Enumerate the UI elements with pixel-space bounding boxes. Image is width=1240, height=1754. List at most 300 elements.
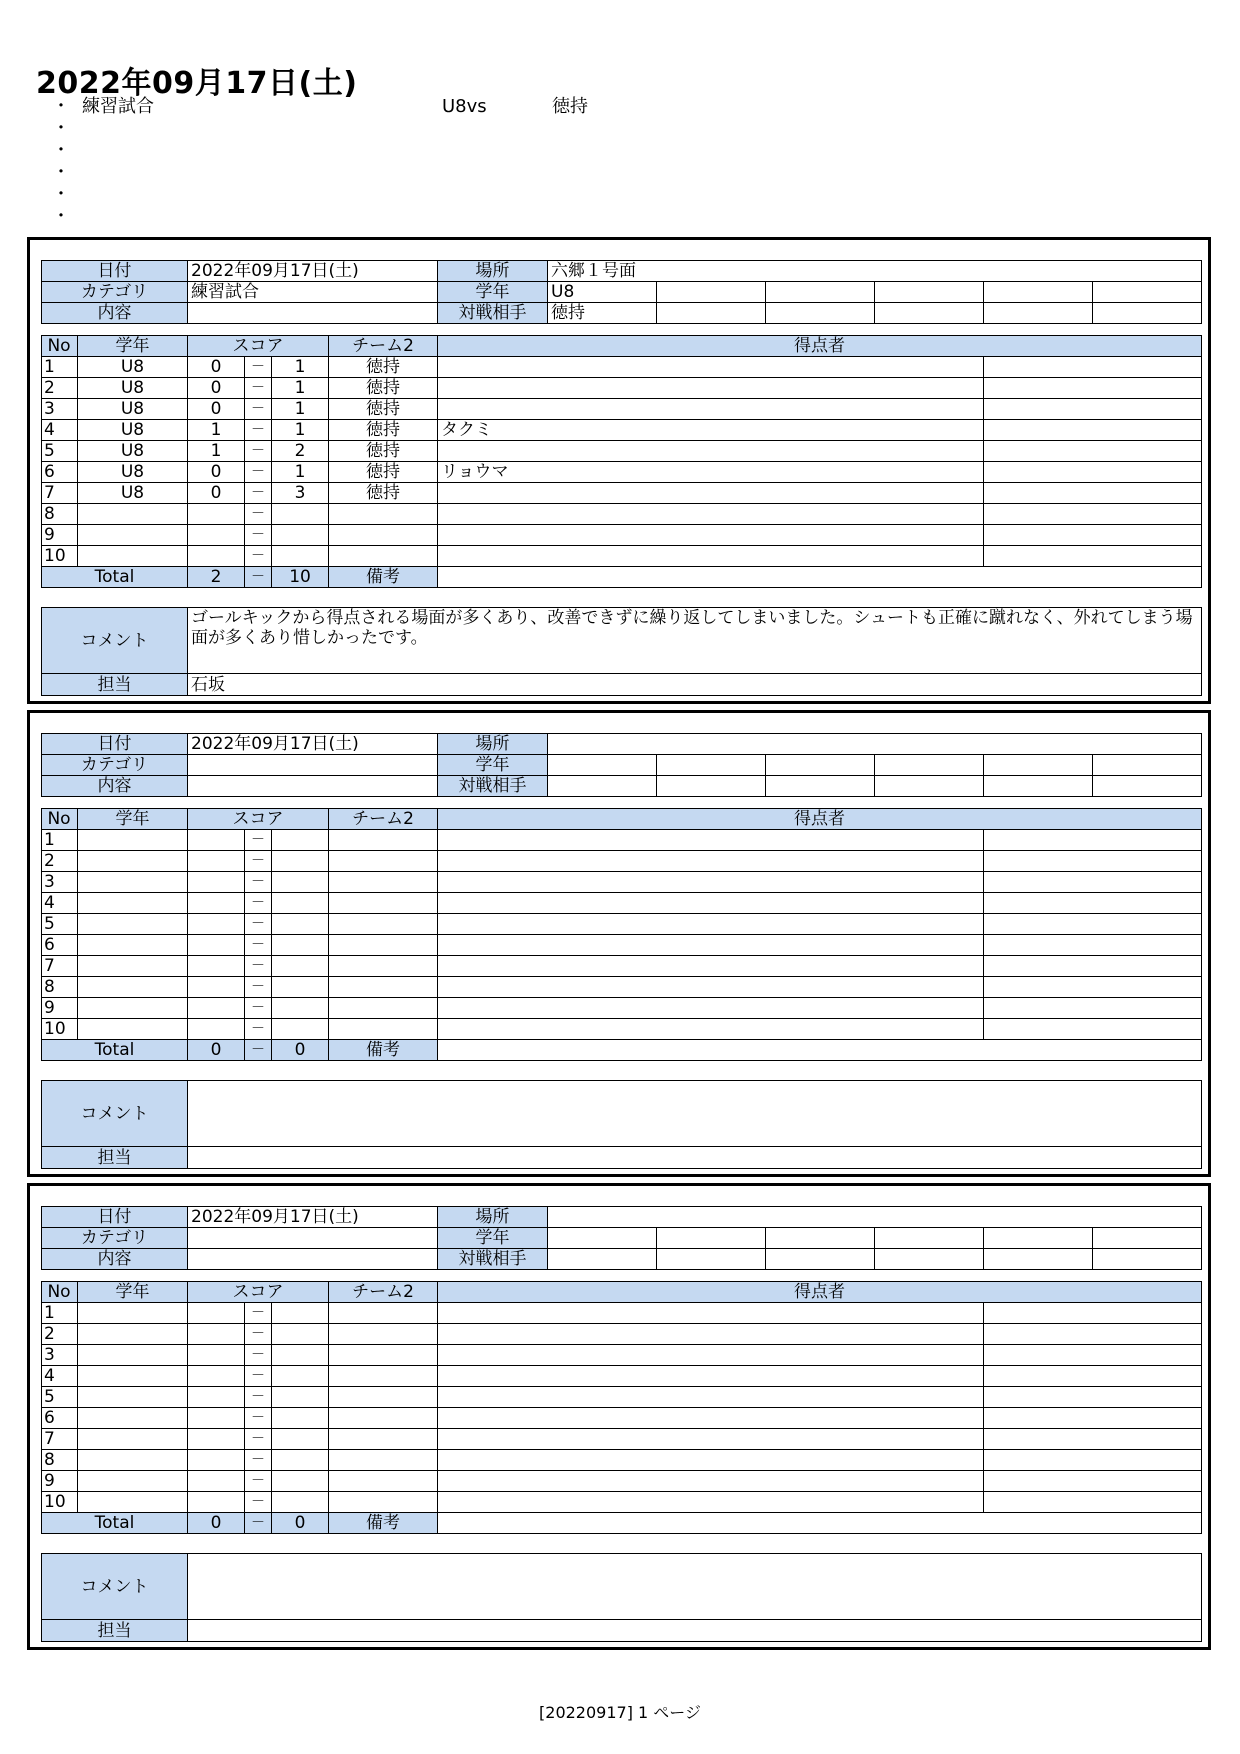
row-scorer xyxy=(438,998,984,1019)
row-scorer xyxy=(438,935,984,956)
row-scorer xyxy=(438,872,984,893)
table-row xyxy=(42,525,1202,546)
row-score-own xyxy=(188,851,245,872)
summary-line xyxy=(52,140,752,162)
row-grade: U8 xyxy=(78,441,188,462)
match-report-block xyxy=(27,710,1211,1177)
row-no: 7 xyxy=(42,483,78,504)
grade-extra-cell xyxy=(875,282,984,303)
row-scorer-extra xyxy=(984,483,1202,504)
comment-label: コメント xyxy=(42,608,188,674)
match-report-block xyxy=(27,237,1211,704)
row-grade xyxy=(78,935,188,956)
date-value: 2022年09月17日(土) xyxy=(188,261,438,282)
row-team2 xyxy=(329,1303,438,1324)
total-row xyxy=(42,567,1202,588)
table-row xyxy=(42,441,1202,462)
score-dash: － xyxy=(245,1492,272,1513)
table-row xyxy=(42,378,1202,399)
place-value xyxy=(548,734,1202,755)
row-grade xyxy=(78,1324,188,1345)
bullet: ・ xyxy=(52,118,70,139)
row-score-opp: 1 xyxy=(272,420,329,441)
table-row xyxy=(42,1345,1202,1366)
row-scorer xyxy=(438,399,984,420)
row-no: 10 xyxy=(42,546,78,567)
match-info-table xyxy=(41,1206,1202,1270)
place-label: 場所 xyxy=(438,1207,548,1228)
row-grade: U8 xyxy=(78,357,188,378)
row-scorer xyxy=(438,1492,984,1513)
table-row xyxy=(42,830,1202,851)
row-score-own xyxy=(188,1387,245,1408)
content-label: 内容 xyxy=(42,776,188,797)
row-grade xyxy=(78,1366,188,1387)
row-score-own xyxy=(188,1324,245,1345)
row-scorer-extra xyxy=(984,935,1202,956)
grade-header: 学年 xyxy=(78,1282,188,1303)
score-dash: － xyxy=(245,1387,272,1408)
row-team2 xyxy=(329,893,438,914)
row-scorer-extra xyxy=(984,1345,1202,1366)
table-row xyxy=(42,1303,1202,1324)
row-grade xyxy=(78,893,188,914)
grade-extra-cell xyxy=(1093,755,1202,776)
score-dash: － xyxy=(245,872,272,893)
comment-table xyxy=(41,607,1202,696)
row-scorer: タクミ xyxy=(438,420,984,441)
score-dash: － xyxy=(245,378,272,399)
scorers-header: 得点者 xyxy=(438,1282,1202,1303)
row-score-opp xyxy=(272,830,329,851)
row-scorer xyxy=(438,525,984,546)
row-no: 8 xyxy=(42,977,78,998)
comment-label: コメント xyxy=(42,1554,188,1620)
summary-grade-vs: U8vs xyxy=(442,96,487,117)
score-dash: － xyxy=(245,504,272,525)
table-row xyxy=(42,399,1202,420)
row-no: 9 xyxy=(42,525,78,546)
no-header: No xyxy=(42,1282,78,1303)
opponent-extra-cell xyxy=(875,776,984,797)
opponent-extra-cell xyxy=(984,1249,1093,1270)
row-scorer-extra xyxy=(984,1303,1202,1324)
opponent-value: 徳持 xyxy=(548,303,657,324)
score-table xyxy=(41,808,1202,1061)
row-score-own xyxy=(188,1408,245,1429)
row-scorer-extra xyxy=(984,1408,1202,1429)
score-header: スコア xyxy=(188,336,329,357)
row-team2: 徳持 xyxy=(329,357,438,378)
row-score-opp xyxy=(272,977,329,998)
row-scorer-extra xyxy=(984,872,1202,893)
opponent-extra-cell xyxy=(1093,303,1202,324)
remarks-label: 備考 xyxy=(329,1513,438,1534)
row-score-own xyxy=(188,893,245,914)
grade-extra-cell xyxy=(984,1228,1093,1249)
content-label: 内容 xyxy=(42,303,188,324)
comment-text xyxy=(188,1081,1202,1147)
row-grade xyxy=(78,1450,188,1471)
row-scorer xyxy=(438,1345,984,1366)
row-team2 xyxy=(329,1471,438,1492)
table-row xyxy=(42,998,1202,1019)
grade-header: 学年 xyxy=(78,809,188,830)
score-dash: － xyxy=(245,851,272,872)
row-score-opp xyxy=(272,546,329,567)
row-no: 6 xyxy=(42,935,78,956)
row-score-opp xyxy=(272,872,329,893)
table-row xyxy=(42,935,1202,956)
date-label: 日付 xyxy=(42,1207,188,1228)
table-row xyxy=(42,504,1202,525)
category-label: カテゴリ xyxy=(42,755,188,776)
row-grade: U8 xyxy=(78,399,188,420)
row-score-own xyxy=(188,830,245,851)
table-row xyxy=(42,1450,1202,1471)
table-row xyxy=(42,483,1202,504)
remarks-label: 備考 xyxy=(329,1040,438,1061)
row-team2 xyxy=(329,872,438,893)
row-score-opp xyxy=(272,1429,329,1450)
team2-header: チーム2 xyxy=(329,809,438,830)
row-no: 4 xyxy=(42,893,78,914)
row-scorer xyxy=(438,1387,984,1408)
row-team2 xyxy=(329,546,438,567)
row-team2 xyxy=(329,1345,438,1366)
row-team2: 徳持 xyxy=(329,399,438,420)
match-summary-list xyxy=(52,96,752,228)
category-label: カテゴリ xyxy=(42,282,188,303)
date-value: 2022年09月17日(土) xyxy=(188,734,438,755)
row-scorer-extra xyxy=(984,956,1202,977)
row-score-own: 0 xyxy=(188,483,245,504)
summary-line xyxy=(52,162,752,184)
grade-extra-cell xyxy=(1093,282,1202,303)
bullet: ・ xyxy=(52,140,70,161)
score-header: スコア xyxy=(188,809,329,830)
row-score-own xyxy=(188,1492,245,1513)
score-dash: － xyxy=(245,935,272,956)
opponent-extra-cell xyxy=(766,303,875,324)
row-scorer xyxy=(438,830,984,851)
score-dash: － xyxy=(245,1303,272,1324)
row-scorer-extra xyxy=(984,441,1202,462)
row-scorer-extra xyxy=(984,998,1202,1019)
row-score-own xyxy=(188,1366,245,1387)
total-own: 0 xyxy=(188,1040,245,1061)
row-scorer-extra xyxy=(984,357,1202,378)
row-no: 5 xyxy=(42,441,78,462)
row-score-own xyxy=(188,872,245,893)
row-score-own xyxy=(188,1303,245,1324)
opponent-extra-cell xyxy=(984,776,1093,797)
row-no: 3 xyxy=(42,399,78,420)
row-no: 3 xyxy=(42,872,78,893)
row-scorer-extra xyxy=(984,1429,1202,1450)
score-table xyxy=(41,335,1202,588)
row-grade: U8 xyxy=(78,462,188,483)
date-label: 日付 xyxy=(42,261,188,282)
grade-extra-cell xyxy=(766,282,875,303)
row-scorer xyxy=(438,441,984,462)
table-row xyxy=(42,851,1202,872)
remarks-label: 備考 xyxy=(329,567,438,588)
tanto-label: 担当 xyxy=(42,1620,188,1642)
row-score-opp xyxy=(272,1345,329,1366)
opponent-extra-cell xyxy=(766,776,875,797)
bullet: ・ xyxy=(52,184,70,205)
row-scorer xyxy=(438,1303,984,1324)
row-score-own: 0 xyxy=(188,357,245,378)
remarks-value xyxy=(438,1040,1202,1061)
row-scorer xyxy=(438,504,984,525)
row-scorer-extra xyxy=(984,977,1202,998)
remarks-value xyxy=(438,1513,1202,1534)
row-grade xyxy=(78,1387,188,1408)
table-row xyxy=(42,1324,1202,1345)
place-value: 六郷１号面 xyxy=(548,261,1202,282)
opponent-label: 対戦相手 xyxy=(438,776,548,797)
score-dash: － xyxy=(245,1471,272,1492)
comment-table xyxy=(41,1080,1202,1169)
row-score-opp xyxy=(272,1471,329,1492)
score-dash: － xyxy=(245,1040,272,1061)
row-score-opp xyxy=(272,1450,329,1471)
total-label: Total xyxy=(42,1040,188,1061)
opponent-extra-cell xyxy=(766,1249,875,1270)
row-team2 xyxy=(329,1492,438,1513)
opponent-extra-cell xyxy=(1093,1249,1202,1270)
row-grade xyxy=(78,998,188,1019)
row-team2 xyxy=(329,998,438,1019)
tanto-value xyxy=(188,1147,1202,1169)
opponent-value xyxy=(548,1249,657,1270)
row-score-own xyxy=(188,1429,245,1450)
row-grade: U8 xyxy=(78,378,188,399)
summary-line xyxy=(52,184,752,206)
table-row xyxy=(42,956,1202,977)
row-score-own xyxy=(188,977,245,998)
date-label: 日付 xyxy=(42,734,188,755)
row-score-opp: 1 xyxy=(272,399,329,420)
score-dash: － xyxy=(245,1366,272,1387)
row-scorer-extra xyxy=(984,378,1202,399)
score-dash: － xyxy=(245,441,272,462)
no-header: No xyxy=(42,336,78,357)
category-label: カテゴリ xyxy=(42,1228,188,1249)
row-score-opp: 3 xyxy=(272,483,329,504)
row-scorer xyxy=(438,1450,984,1471)
row-score-opp xyxy=(272,1303,329,1324)
row-score-opp xyxy=(272,893,329,914)
row-scorer xyxy=(438,956,984,977)
row-grade xyxy=(78,851,188,872)
table-row xyxy=(42,1408,1202,1429)
row-team2: 徳持 xyxy=(329,483,438,504)
comment-table xyxy=(41,1553,1202,1642)
row-score-own xyxy=(188,1345,245,1366)
comment-text: ゴールキックから得点される場面が多くあり、改善できずに繰り返してしまいました。シュートも正確に蹴れなく、外れてしまう場面が多くあり惜しかったです。 xyxy=(188,608,1202,674)
score-dash: － xyxy=(245,977,272,998)
team2-header: チーム2 xyxy=(329,336,438,357)
row-team2: 徳持 xyxy=(329,462,438,483)
score-dash: － xyxy=(245,546,272,567)
row-no: 2 xyxy=(42,1324,78,1345)
row-scorer-extra xyxy=(984,1019,1202,1040)
row-score-opp: 2 xyxy=(272,441,329,462)
row-no: 3 xyxy=(42,1345,78,1366)
row-scorer xyxy=(438,546,984,567)
row-score-opp xyxy=(272,1492,329,1513)
row-score-opp xyxy=(272,1019,329,1040)
row-scorer-extra xyxy=(984,1324,1202,1345)
row-scorer-extra xyxy=(984,851,1202,872)
table-row xyxy=(42,1366,1202,1387)
score-dash: － xyxy=(245,998,272,1019)
row-scorer-extra xyxy=(984,546,1202,567)
row-scorer xyxy=(438,1429,984,1450)
row-score-own: 0 xyxy=(188,399,245,420)
row-score-opp xyxy=(272,935,329,956)
table-row xyxy=(42,977,1202,998)
table-row xyxy=(42,546,1202,567)
row-team2 xyxy=(329,1387,438,1408)
row-scorer-extra xyxy=(984,1471,1202,1492)
table-row xyxy=(42,914,1202,935)
grade-header: 学年 xyxy=(78,336,188,357)
row-score-opp xyxy=(272,1324,329,1345)
grade-extra-cell xyxy=(657,282,766,303)
row-score-own: 1 xyxy=(188,420,245,441)
grade-extra-cell xyxy=(1093,1228,1202,1249)
row-scorer-extra xyxy=(984,462,1202,483)
row-score-opp xyxy=(272,1408,329,1429)
row-grade xyxy=(78,504,188,525)
content-label: 内容 xyxy=(42,1249,188,1270)
row-no: 7 xyxy=(42,956,78,977)
table-row xyxy=(42,462,1202,483)
date-value: 2022年09月17日(土) xyxy=(188,1207,438,1228)
row-team2 xyxy=(329,1019,438,1040)
table-row xyxy=(42,1429,1202,1450)
row-no: 2 xyxy=(42,851,78,872)
row-grade xyxy=(78,1492,188,1513)
score-dash: － xyxy=(245,914,272,935)
total-label: Total xyxy=(42,1513,188,1534)
opponent-value xyxy=(548,776,657,797)
row-scorer xyxy=(438,1324,984,1345)
tanto-value xyxy=(188,1620,1202,1642)
score-dash: － xyxy=(245,1324,272,1345)
row-scorer xyxy=(438,914,984,935)
row-no: 1 xyxy=(42,357,78,378)
bullet: ・ xyxy=(52,206,70,227)
tanto-label: 担当 xyxy=(42,674,188,696)
scorers-header: 得点者 xyxy=(438,809,1202,830)
score-dash: － xyxy=(245,420,272,441)
row-scorer xyxy=(438,357,984,378)
row-team2 xyxy=(329,956,438,977)
comment-label: コメント xyxy=(42,1081,188,1147)
opponent-label: 対戦相手 xyxy=(438,1249,548,1270)
row-score-own xyxy=(188,1471,245,1492)
total-opp: 0 xyxy=(272,1040,329,1061)
row-no: 6 xyxy=(42,462,78,483)
row-score-own xyxy=(188,998,245,1019)
row-no: 9 xyxy=(42,1471,78,1492)
row-scorer xyxy=(438,977,984,998)
row-grade: U8 xyxy=(78,483,188,504)
row-no: 10 xyxy=(42,1492,78,1513)
row-grade xyxy=(78,830,188,851)
no-header: No xyxy=(42,809,78,830)
tanto-label: 担当 xyxy=(42,1147,188,1169)
row-grade xyxy=(78,1408,188,1429)
place-label: 場所 xyxy=(438,261,548,282)
row-no: 10 xyxy=(42,1019,78,1040)
row-scorer xyxy=(438,1471,984,1492)
table-row xyxy=(42,1387,1202,1408)
grade-value xyxy=(548,755,657,776)
row-team2 xyxy=(329,1450,438,1471)
score-dash: － xyxy=(245,1429,272,1450)
row-score-own: 0 xyxy=(188,462,245,483)
opponent-label: 対戦相手 xyxy=(438,303,548,324)
grade-label: 学年 xyxy=(438,755,548,776)
score-dash: － xyxy=(245,1019,272,1040)
row-grade xyxy=(78,546,188,567)
category-value xyxy=(188,755,438,776)
row-score-own: 1 xyxy=(188,441,245,462)
grade-extra-cell xyxy=(984,755,1093,776)
row-team2: 徳持 xyxy=(329,420,438,441)
row-no: 1 xyxy=(42,1303,78,1324)
row-team2: 徳持 xyxy=(329,441,438,462)
match-info-table xyxy=(41,733,1202,797)
row-scorer-extra xyxy=(984,1492,1202,1513)
row-no: 4 xyxy=(42,420,78,441)
opponent-extra-cell xyxy=(657,1249,766,1270)
row-score-own xyxy=(188,935,245,956)
content-value xyxy=(188,1249,438,1270)
grade-label: 学年 xyxy=(438,1228,548,1249)
total-own: 0 xyxy=(188,1513,245,1534)
score-dash: － xyxy=(245,1513,272,1534)
table-row xyxy=(42,420,1202,441)
score-dash: － xyxy=(245,525,272,546)
grade-extra-cell xyxy=(766,1228,875,1249)
team2-header: チーム2 xyxy=(329,1282,438,1303)
table-row xyxy=(42,1019,1202,1040)
grade-value xyxy=(548,1228,657,1249)
grade-extra-cell xyxy=(875,755,984,776)
row-scorer: リョウマ xyxy=(438,462,984,483)
total-own: 2 xyxy=(188,567,245,588)
row-team2 xyxy=(329,504,438,525)
grade-extra-cell xyxy=(766,755,875,776)
opponent-extra-cell xyxy=(875,1249,984,1270)
row-scorer xyxy=(438,1366,984,1387)
row-scorer-extra xyxy=(984,914,1202,935)
row-no: 5 xyxy=(42,1387,78,1408)
row-score-opp xyxy=(272,956,329,977)
row-grade xyxy=(78,1345,188,1366)
row-no: 4 xyxy=(42,1366,78,1387)
row-team2 xyxy=(329,525,438,546)
row-no: 9 xyxy=(42,998,78,1019)
score-dash: － xyxy=(245,893,272,914)
